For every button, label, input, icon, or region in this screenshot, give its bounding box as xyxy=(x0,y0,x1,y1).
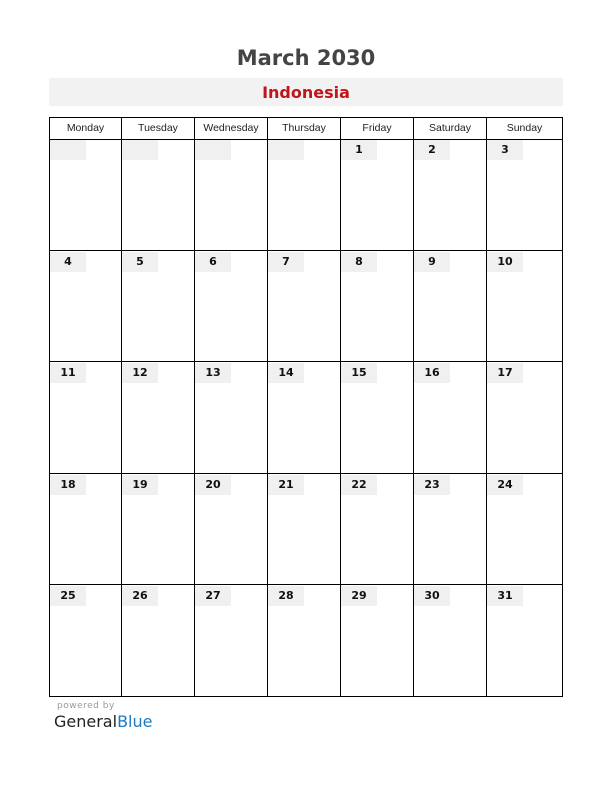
day-cell-3[interactable] xyxy=(487,139,562,250)
day-number: 9 xyxy=(414,252,450,272)
day-cell-22[interactable] xyxy=(341,474,414,585)
day-number: 10 xyxy=(487,252,523,272)
day-number: 5 xyxy=(122,252,158,272)
day-number: 28 xyxy=(268,586,304,606)
day-cell-23[interactable] xyxy=(414,474,487,585)
calendar-title: March 2030 xyxy=(236,46,376,70)
day-number: 22 xyxy=(341,475,377,495)
weekday-header xyxy=(50,118,562,140)
day-number: 12 xyxy=(122,363,158,383)
day-cell-4[interactable] xyxy=(50,251,122,362)
day-number: 4 xyxy=(50,252,86,272)
weekday-thursday: Thursday xyxy=(268,118,341,139)
country-banner xyxy=(49,78,563,106)
week-row xyxy=(50,139,562,251)
day-cell-17[interactable] xyxy=(487,362,562,473)
day-number xyxy=(268,140,304,160)
day-cell-27[interactable] xyxy=(195,585,268,697)
day-number: 29 xyxy=(341,586,377,606)
day-number: 18 xyxy=(50,475,86,495)
day-cell-11[interactable] xyxy=(50,362,122,473)
day-number xyxy=(122,140,158,160)
day-cell-19[interactable] xyxy=(122,474,195,585)
week-row xyxy=(50,585,562,697)
empty-day-cell[interactable] xyxy=(195,139,268,250)
day-number: 2 xyxy=(414,140,450,160)
weekday-wednesday: Wednesday xyxy=(195,118,268,139)
day-cell-15[interactable] xyxy=(341,362,414,473)
day-cell-16[interactable] xyxy=(414,362,487,473)
brand-general-text: General xyxy=(54,712,118,731)
weekday-saturday: Saturday xyxy=(414,118,487,139)
day-cell-12[interactable] xyxy=(122,362,195,473)
calendar-grid xyxy=(49,117,563,697)
day-number: 6 xyxy=(195,252,231,272)
weekday-friday: Friday xyxy=(341,118,414,139)
day-cell-29[interactable] xyxy=(341,585,414,697)
generalblue-logo[interactable] xyxy=(54,712,152,731)
empty-day-cell[interactable] xyxy=(50,139,122,250)
day-number: 11 xyxy=(50,363,86,383)
weekday-tuesday: Tuesday xyxy=(122,118,195,139)
day-number: 15 xyxy=(341,363,377,383)
day-cell-1[interactable] xyxy=(341,139,414,250)
empty-day-cell[interactable] xyxy=(122,139,195,250)
weekday-sunday: Sunday xyxy=(506,122,543,134)
day-cell-21[interactable] xyxy=(268,474,341,585)
day-number xyxy=(50,140,86,160)
day-number: 8 xyxy=(341,252,377,272)
day-cell-10[interactable] xyxy=(487,251,562,362)
day-number: 7 xyxy=(268,252,304,272)
week-row xyxy=(50,474,562,586)
day-number: 21 xyxy=(268,475,304,495)
day-number: 30 xyxy=(414,586,450,606)
day-cell-24[interactable] xyxy=(487,474,562,585)
day-cell-8[interactable] xyxy=(341,251,414,362)
day-number: 3 xyxy=(487,140,523,160)
day-number: 14 xyxy=(268,363,304,383)
day-number: 23 xyxy=(414,475,450,495)
weekday-monday: Monday xyxy=(50,118,122,139)
day-number: 27 xyxy=(195,586,231,606)
day-cell-7[interactable] xyxy=(268,251,341,362)
day-cell-2[interactable] xyxy=(414,139,487,250)
week-row xyxy=(50,362,562,474)
day-number: 25 xyxy=(50,586,86,606)
day-number: 20 xyxy=(195,475,231,495)
day-number: 26 xyxy=(122,586,158,606)
day-number: 1 xyxy=(341,140,377,160)
day-cell-6[interactable] xyxy=(195,251,268,362)
day-cell-14[interactable] xyxy=(268,362,341,473)
day-number: 24 xyxy=(487,475,523,495)
empty-day-cell[interactable] xyxy=(268,139,341,250)
day-number xyxy=(195,140,231,160)
brand-blue-text: Blue xyxy=(117,712,153,731)
day-cell-25[interactable] xyxy=(50,585,122,697)
day-cell-20[interactable] xyxy=(195,474,268,585)
day-number: 16 xyxy=(414,363,450,383)
country-name: Indonesia xyxy=(262,83,350,102)
day-cell-9[interactable] xyxy=(414,251,487,362)
day-cell-28[interactable] xyxy=(268,585,341,697)
week-row xyxy=(50,251,562,363)
day-number: 13 xyxy=(195,363,231,383)
day-cell-30[interactable] xyxy=(414,585,487,697)
day-number: 31 xyxy=(487,586,523,606)
day-cell-26[interactable] xyxy=(122,585,195,697)
day-cell-13[interactable] xyxy=(195,362,268,473)
day-cell-5[interactable] xyxy=(122,251,195,362)
day-number: 17 xyxy=(487,363,523,383)
day-cell-18[interactable] xyxy=(50,474,122,585)
day-cell-31[interactable] xyxy=(487,585,562,697)
powered-by-label: powered by xyxy=(57,701,115,711)
day-number: 19 xyxy=(122,475,158,495)
